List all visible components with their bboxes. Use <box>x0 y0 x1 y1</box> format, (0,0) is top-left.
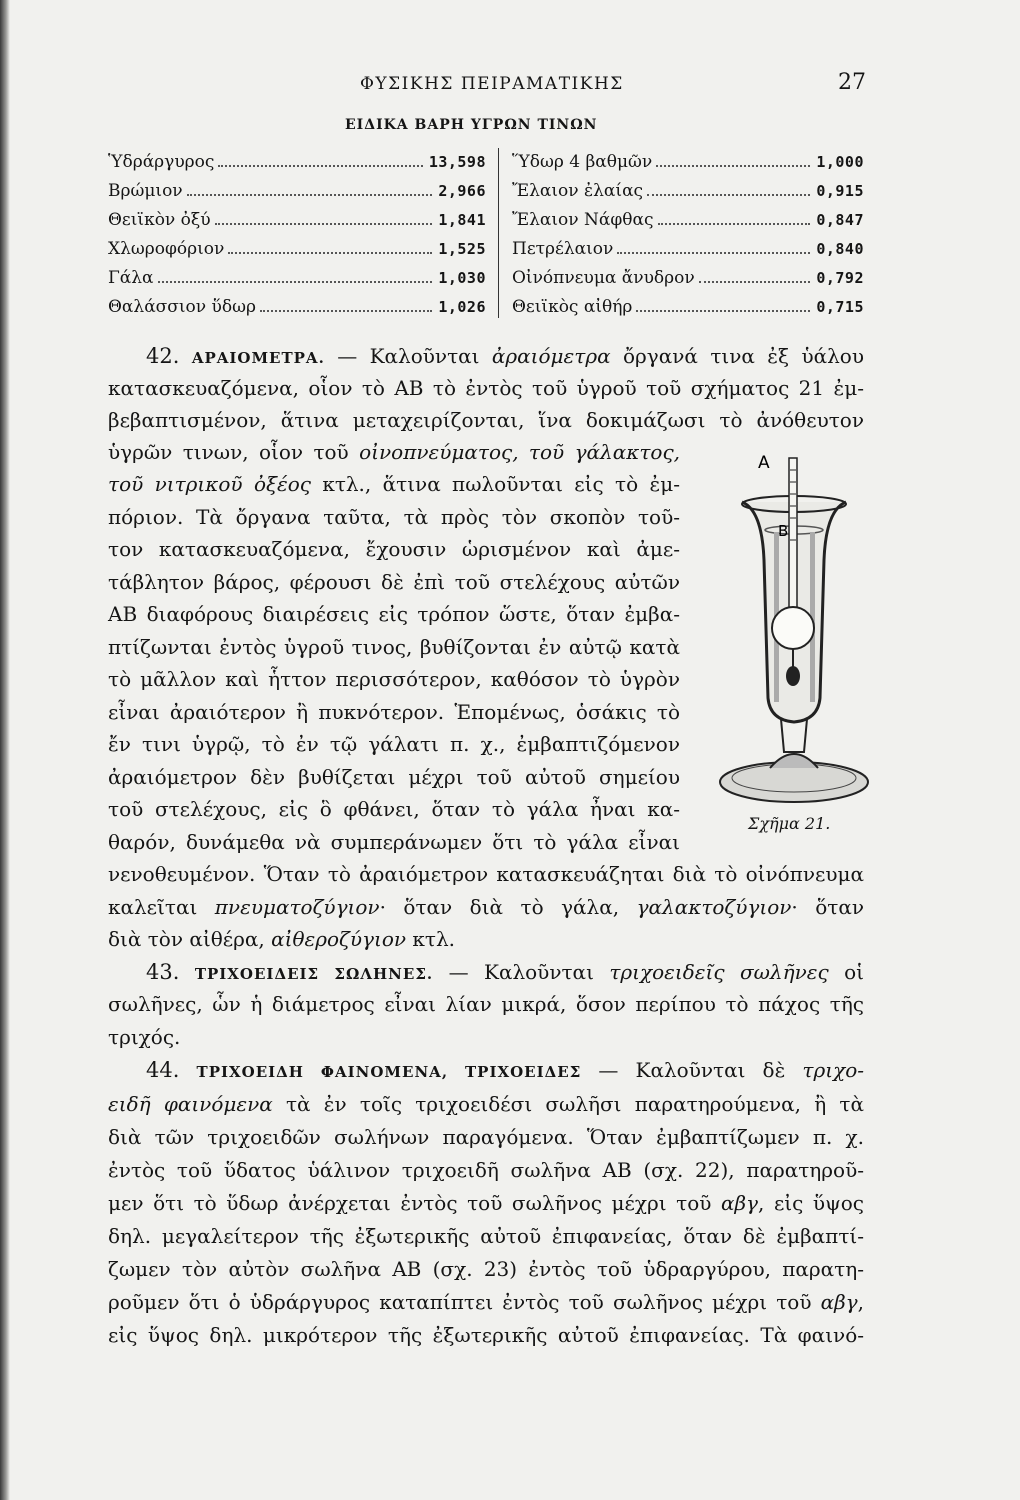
table-row <box>108 264 486 293</box>
table-column-divider <box>498 148 499 318</box>
section-number: 44. <box>146 1058 180 1082</box>
substance-name: Γάλα <box>108 268 154 288</box>
density-value: 0,915 <box>816 182 864 200</box>
paragraph-line: εἰς ὕψος δηλ. μικρότερον τῆς ἐξωτερικῆς αὐτοῦ ἐπιφανείας. Τὰ φαινό- <box>108 1323 864 1347</box>
table-row <box>512 206 864 235</box>
substance-name: Ὑδράργυρος <box>108 152 215 172</box>
substance-name: Θαλάσσιον ὕδωρ <box>108 297 256 317</box>
paragraph-line: σωλῆνες, ὧν ἡ διάμετρος εἶναι λίαν μικρά, ὅσον περίπου τὸ πάχος τῆς <box>108 992 864 1016</box>
hydrometer-weight <box>786 666 800 686</box>
paragraph-line: νενοθευμένον. Ὅταν τὸ ἀραιόμετρον κατασκευάζηται διὰ τὸ οἰνόπνευμα <box>108 862 864 886</box>
table-row <box>108 206 486 235</box>
density-value: 0,792 <box>816 269 864 287</box>
term: τριχο- <box>802 1058 865 1082</box>
paragraph-line: 42. ΑΡΑΙΟΜΕΤΡΑ. — Καλοῦνται ἀραιόμετρα ὄργανά τινα ἐξ ὑάλου <box>146 344 864 368</box>
substance-name: Χλωροφόριον <box>108 239 225 259</box>
section-number: 42. <box>146 344 180 368</box>
table-row <box>512 148 864 177</box>
paragraph-line: 43. ΤΡΙΧΟΕΙΔΕΙΣ ΣΩΛΗΝΕΣ. — Καλοῦνται τριχοειδεῖς σωλῆνες οἱ <box>146 960 864 984</box>
substance-name: Ἔλαιον Νάφθας <box>512 210 654 230</box>
paragraph-line: διὰ τῶν τριχοειδῶν σωλήνων παραγόμενα. Ὅταν ἐμβαπτίζωμεν π. χ. <box>108 1125 864 1149</box>
paragraph-line: 44. ΤΡΙΧΟΕΙΔΗ ΦΑΙΝΟΜΕΝΑ, ΤΡΙΧΟΕΙΔΕΣ — Καλοῦνται δὲ τριχο- <box>146 1058 865 1082</box>
substance-name: Οἰνόπνευμα ἄνυδρον <box>512 268 695 288</box>
section-heading: ΤΡΙΧΟΕΙΔΗ ΦΑΙΝΟΜΕΝΑ, ΤΡΙΧΟΕΙΔΕΣ <box>196 1063 582 1081</box>
paragraph-line: τοῦ στελέχους, εἰς ὃ φθάνει, ὅταν τὸ γάλα ἦναι κα- <box>108 797 680 821</box>
hydrometer-figure <box>712 440 872 815</box>
paragraph-line: ζωμεν τὸν αὐτὸν σωλῆνα ΑΒ (σχ. 23) ἐντὸς τοῦ ὑδραργύρου, παρατη- <box>108 1257 864 1281</box>
paragraph-line: ειδῆ φαινόμενα τὰ ἐν τοῖς τριχοειδέσι σωλῆσι παρατηρούμενα, ἢ τὰ <box>108 1092 864 1116</box>
page-edge-shadow <box>0 0 10 1500</box>
figure-caption: Σχῆμα 21. <box>748 814 831 833</box>
label-b: B <box>778 522 789 540</box>
paragraph-line: ὑγρῶν τινων, οἷον τοῦ οἰνοπνεύματος, τοῦ γάλακτος, <box>108 440 681 464</box>
term: ἀραιόμετρα <box>491 344 611 368</box>
table-row <box>108 148 486 177</box>
density-value: 0,715 <box>816 298 864 316</box>
section-heading: ΤΡΙΧΟΕΙΔΕΙΣ ΣΩΛΗΝΕΣ. <box>194 965 434 983</box>
hydrometer-bulb <box>772 607 814 649</box>
paragraph-line: ροῦμεν ὅτι ὁ ὑδράργυρος καταπίπτει ἐντὸς τοῦ σωλῆνος μέχρι τοῦ αβγ, <box>108 1290 864 1314</box>
paragraph-line: τοῦ νιτρικοῦ ὀξέος κτλ., ἅτινα πωλοῦνται εἰς τὸ ἐμ- <box>108 472 680 496</box>
density-value: 1,030 <box>438 269 486 287</box>
page-number: 27 <box>838 70 866 95</box>
paragraph-line: θαρόν, δυνάμεθα νὰ συμπεράνωμεν ὅτι τὸ γάλα εἶναι <box>108 830 680 854</box>
substance-name: Βρώμιον <box>108 181 183 201</box>
density-table-left <box>108 148 486 322</box>
table-row <box>108 177 486 206</box>
section-heading: ΑΡΑΙΟΜΕΤΡΑ. <box>191 349 325 367</box>
paragraph-line: τάβλητον βάρος, φέρουσι δὲ ἐπὶ τοῦ στελέχους αὐτῶν <box>108 570 680 594</box>
section-number: 43. <box>146 960 180 984</box>
table-row <box>512 177 864 206</box>
glass-foot <box>770 754 818 768</box>
paragraph-line: τον κατασκευαζόμενα, ἔχουσιν ὡρισμένον καὶ ἀμε- <box>108 537 680 561</box>
paragraph-line: τὸ μᾶλλον καὶ ἧττον περισσότερον, καθόσον τὸ ὑγρὸν <box>108 667 680 691</box>
paragraph-line: βεβαπτισμένον, ἅτινα μεταχειρίζονται, ἵνα δοκιμάζωσι τὸ ἀνόθευτον <box>108 408 864 432</box>
density-value: 0,847 <box>816 211 864 229</box>
substance-name: Θειϊκὸς αἰθήρ <box>512 297 633 317</box>
term: τριχοειδεῖς σωλῆνες <box>609 960 829 984</box>
paragraph-line: τριχός. <box>108 1025 181 1049</box>
paragraph-line: ΑΒ διαφόρους διαιρέσεις εἰς τρόπον ὥστε, ὅταν ἐμβα- <box>108 602 680 626</box>
paragraph-line: ἔν τινι ὑγρῷ, τὸ ἐν τῷ γάλατι π. χ., ἐμβαπτιζόμενον <box>108 732 680 756</box>
substance-name: Πετρέλαιον <box>512 239 614 259</box>
table-row <box>512 293 864 322</box>
paragraph-line: εἶναι ἀραιότερον ἢ πυκνότερον. Ἑπομένως, ὁσάκις τὸ <box>108 700 680 724</box>
running-head: ΦΥΣΙΚΗΣ ΠΕΙΡΑΜΑΤΙΚΗΣ <box>360 74 624 94</box>
substance-name: Ἔλαιον ἐλαίας <box>512 181 644 201</box>
paragraph-line: ἐντὸς τοῦ ὕδατος ὑάλινον τριχοειδῆ σωλῆνα ΑΒ (σχ. 22), παρατηροῦ- <box>108 1158 864 1182</box>
density-value: 1,525 <box>438 240 486 258</box>
density-value: 1,841 <box>438 211 486 229</box>
paragraph-line: πόριον. Τὰ ὄργανα ταῦτα, τὰ πρὸς τὸν σκοπὸν τοῦ- <box>108 505 680 529</box>
label-a: A <box>758 453 770 473</box>
density-value: 1,026 <box>438 298 486 316</box>
paragraph-line: κατασκευαζόμενα, οἷον τὸ ΑΒ τὸ ἐντὸς τοῦ ὑγροῦ τοῦ σχήματος 21 ἐμ- <box>108 376 864 400</box>
hydrometer-stem <box>789 458 797 608</box>
paragraph-line: πτίζωνται ἐντὸς ὑγροῦ τινος, βυθίζονται ἐν αὐτῷ κατὰ <box>108 635 680 659</box>
substance-name: Ὕδωρ 4 βαθμῶν <box>512 152 653 172</box>
table-title: ΕΙΔΙΚΑ ΒΑΡΗ ΥΓΡΩΝ ΤΙΝΩΝ <box>345 117 598 133</box>
density-value: 2,966 <box>438 182 486 200</box>
table-row <box>108 235 486 264</box>
density-value: 13,598 <box>428 153 486 171</box>
table-row <box>512 264 864 293</box>
paragraph-line: ἀραιόμετρον δὲν βυθίζεται μέχρι τοῦ αὐτοῦ σημείου <box>108 765 680 789</box>
paragraph-line: καλεῖται πνευματοζύγιον· ὅταν διὰ τὸ γάλα, γαλακτοζύγιον· ὅταν <box>108 895 865 919</box>
table-row <box>512 235 864 264</box>
density-value: 1,000 <box>816 153 864 171</box>
substance-name: Θειϊκὸν ὀξύ <box>108 210 211 230</box>
table-row <box>108 293 486 322</box>
paragraph-line: δηλ. μεγαλείτερον τῆς ἐξωτερικῆς αὐτοῦ ἐπιφανείας, ὅταν δὲ ἐμβαπτί- <box>108 1224 864 1248</box>
paragraph-line: διὰ τὸν αἰθέρα, αἰθεροζύγιον κτλ. <box>108 927 455 951</box>
density-value: 0,840 <box>816 240 864 258</box>
paragraph-line: μεν ὅτι τὸ ὕδωρ ἀνέρχεται ἐντὸς τοῦ σωλῆνος μέχρι τοῦ αβγ, εἰς ὕψος <box>108 1191 864 1215</box>
density-table-right <box>512 148 864 322</box>
